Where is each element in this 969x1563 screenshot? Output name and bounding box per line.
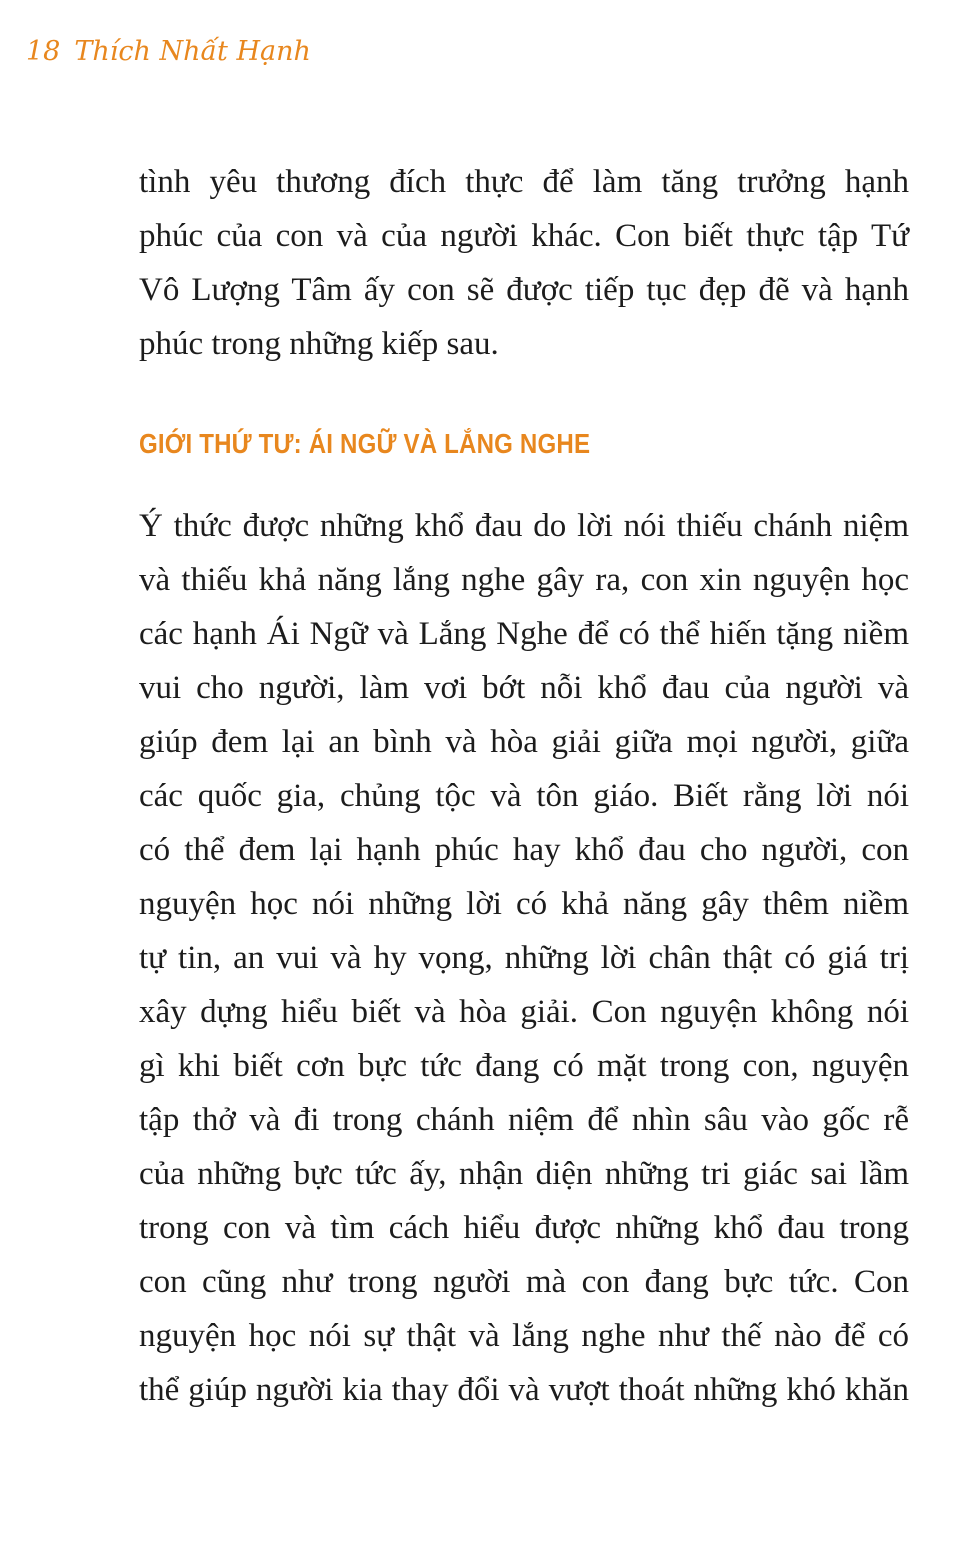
- text-line: các quốc gia, chủng tộc và tôn giáo. Biết rằng lời nói: [139, 778, 909, 814]
- text-line: có thể đem lại hạnh phúc hay khổ đau cho người, con: [139, 832, 909, 868]
- text-line: tình yêu thương đích thực để làm tăng trưởng hạnh: [139, 164, 909, 200]
- text-line: tự tin, an vui và hy vọng, những lời chân thật có giá trị: [139, 940, 909, 976]
- text-line: Vô Lượng Tâm ấy con sẽ được tiếp tục đẹp đẽ và hạnh: [139, 272, 909, 308]
- text-line: gì khi biết cơn bực tức đang có mặt trong con, nguyện: [139, 1048, 909, 1084]
- text-line: giúp đem lại an bình và hòa giải giữa mọi người, giữa: [139, 724, 909, 760]
- text-line: con cũng như trong người mà con đang bực tức. Con: [139, 1264, 909, 1300]
- text-line: trong con và tìm cách hiểu được những khổ đau trong: [139, 1210, 909, 1246]
- text-line: vui cho người, làm vơi bớt nỗi khổ đau của người và: [139, 670, 909, 706]
- precept-paragraph: [139, 499, 909, 1417]
- section-heading: GIỚI THỨ TƯ: ÁI NGỮ VÀ LẮNG NGHE: [139, 428, 591, 459]
- text-line: Ý thức được những khổ đau do lời nói thiếu chánh niệm: [139, 508, 909, 544]
- text-line: phúc trong những kiếp sau.: [139, 326, 499, 362]
- text-line: nguyện học nói những lời có khả năng gây thêm niềm: [139, 886, 909, 922]
- text-line: của những bực tức ấy, nhận diện những tri giác sai lầm: [139, 1156, 909, 1192]
- text-line: tập thở và đi trong chánh niệm để nhìn sâu vào gốc rễ: [139, 1102, 909, 1138]
- author-name: Thích Nhất Hạnh: [74, 36, 311, 67]
- paragraph-continued: [139, 155, 909, 371]
- text-line: các hạnh Ái Ngữ và Lắng Nghe để có thể hiến tặng niềm: [139, 616, 909, 652]
- text-line: nguyện học nói sự thật và lắng nghe như thế nào để có: [139, 1318, 909, 1354]
- text-line: xây dựng hiểu biết và hòa giải. Con nguyện không nói: [139, 994, 909, 1030]
- running-head: [26, 36, 311, 67]
- text-line: thể giúp người kia thay đổi và vượt thoát những khó khăn: [139, 1372, 909, 1408]
- page-number: 18: [26, 36, 61, 67]
- text-line: và thiếu khả năng lắng nghe gây ra, con xin nguyện học: [139, 562, 909, 598]
- text-line: phúc của con và của người khác. Con biết thực tập Tứ: [139, 218, 909, 254]
